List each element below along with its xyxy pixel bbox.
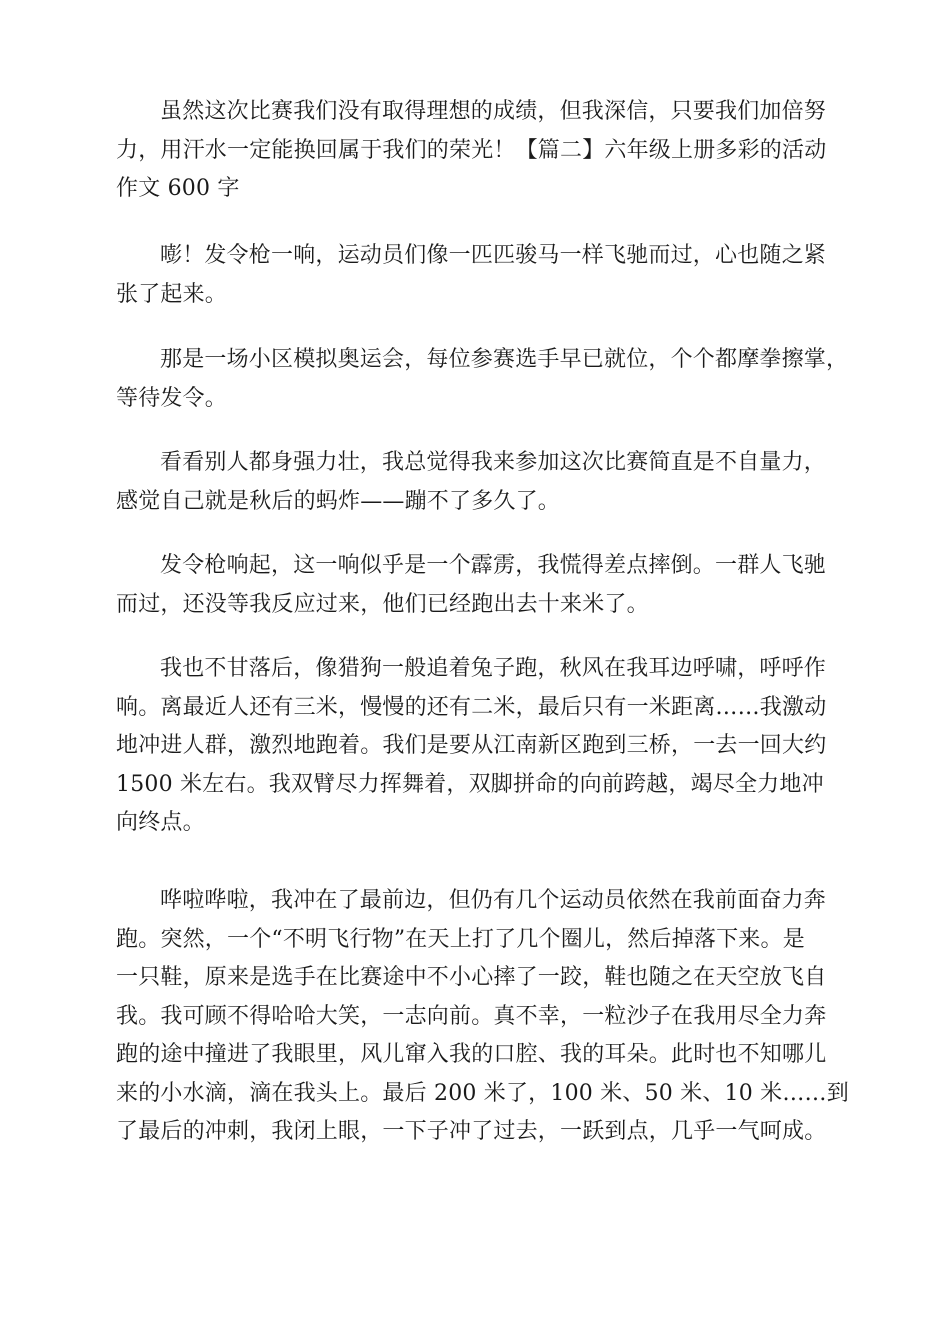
text-line: 感觉自己就是秋后的蚂炸——蹦不了多久了。: [116, 488, 561, 514]
text-line: 力，用汗水一定能换回属于我们的荣光！【篇二】六年级上册多彩的活动: [116, 137, 827, 163]
text-line: 响。离最近人还有三米，慢慢的还有二米，最后只有一米距离……我激动: [116, 694, 827, 720]
text-line: 我。我可顾不得哈哈大笑，一志向前。真不幸，一粒沙子在我用尽全力奔: [116, 1003, 827, 1029]
paragraph-1: [116, 93, 836, 209]
text-line: 来的小水滴，滴在我头上。最后 200 米了，100 米、50 米、10 米……到: [116, 1080, 849, 1106]
text-line: 跑。突然，一个“不明飞行物”在天上打了几个圈儿，然后掉落下来。是: [116, 926, 805, 952]
text-line: 向终点。: [116, 810, 205, 835]
text-line: 等待发令。: [116, 385, 228, 411]
text-line: 那是一场小区模拟奥运会，每位参赛选手早已就位，个个都摩拳擦掌，: [160, 347, 849, 372]
text-line: 跑的途中撞进了我眼里，风儿窜入我的口腔、我的耳朵。此时也不知哪儿: [116, 1042, 827, 1067]
text-line: 虽然这次比赛我们没有取得理想的成绩，但我深信，只要我们加倍努: [160, 99, 827, 124]
text-line: 1500 米左右。我双臂尽力挥舞着，双脚拼命的向前跨越，竭尽全力地冲: [116, 771, 824, 797]
text-line: 作文 600 字: [116, 176, 240, 201]
paragraph-4: [116, 444, 836, 521]
text-line: 地冲进人群，激烈地跑着。我们是要从江南新区跑到三桥，一去一回大约: [116, 733, 827, 758]
text-line: 了最后的冲刺，我闭上眼，一下子冲了过去，一跃到点，几乎一气呵成。: [116, 1119, 827, 1144]
text-line: 张了起来。: [116, 281, 228, 307]
text-line: 看看别人都身强力壮，我总觉得我来参加这次比赛简直是不自量力，: [160, 450, 827, 475]
paragraph-2: [116, 237, 836, 314]
text-line: 哗啦哗啦，我冲在了最前边，但仍有几个运动员依然在我前面奋力奔: [160, 888, 827, 913]
paragraph-3: [116, 341, 849, 418]
paragraph-7: [116, 882, 849, 1152]
text-line: 嘭！发令枪一响，运动员们像一匹匹骏马一样飞驰而过，心也随之紧: [160, 243, 827, 268]
text-line: 发令枪响起，这一响似乎是一个霹雳，我慌得差点摔倒。一群人飞驰: [160, 553, 827, 578]
paragraph-6: [116, 650, 836, 843]
text-line: 我也不甘落后，像猎狗一般追着兔子跑，秋风在我耳边呼啸，呼呼作: [160, 656, 827, 681]
text-line: 而过，还没等我反应过来，他们已经跑出去十来米了。: [116, 591, 649, 617]
text-line: 一只鞋，原来是选手在比赛途中不小心摔了一跤，鞋也随之在天空放飞自: [116, 965, 827, 990]
paragraph-5: [116, 547, 836, 624]
